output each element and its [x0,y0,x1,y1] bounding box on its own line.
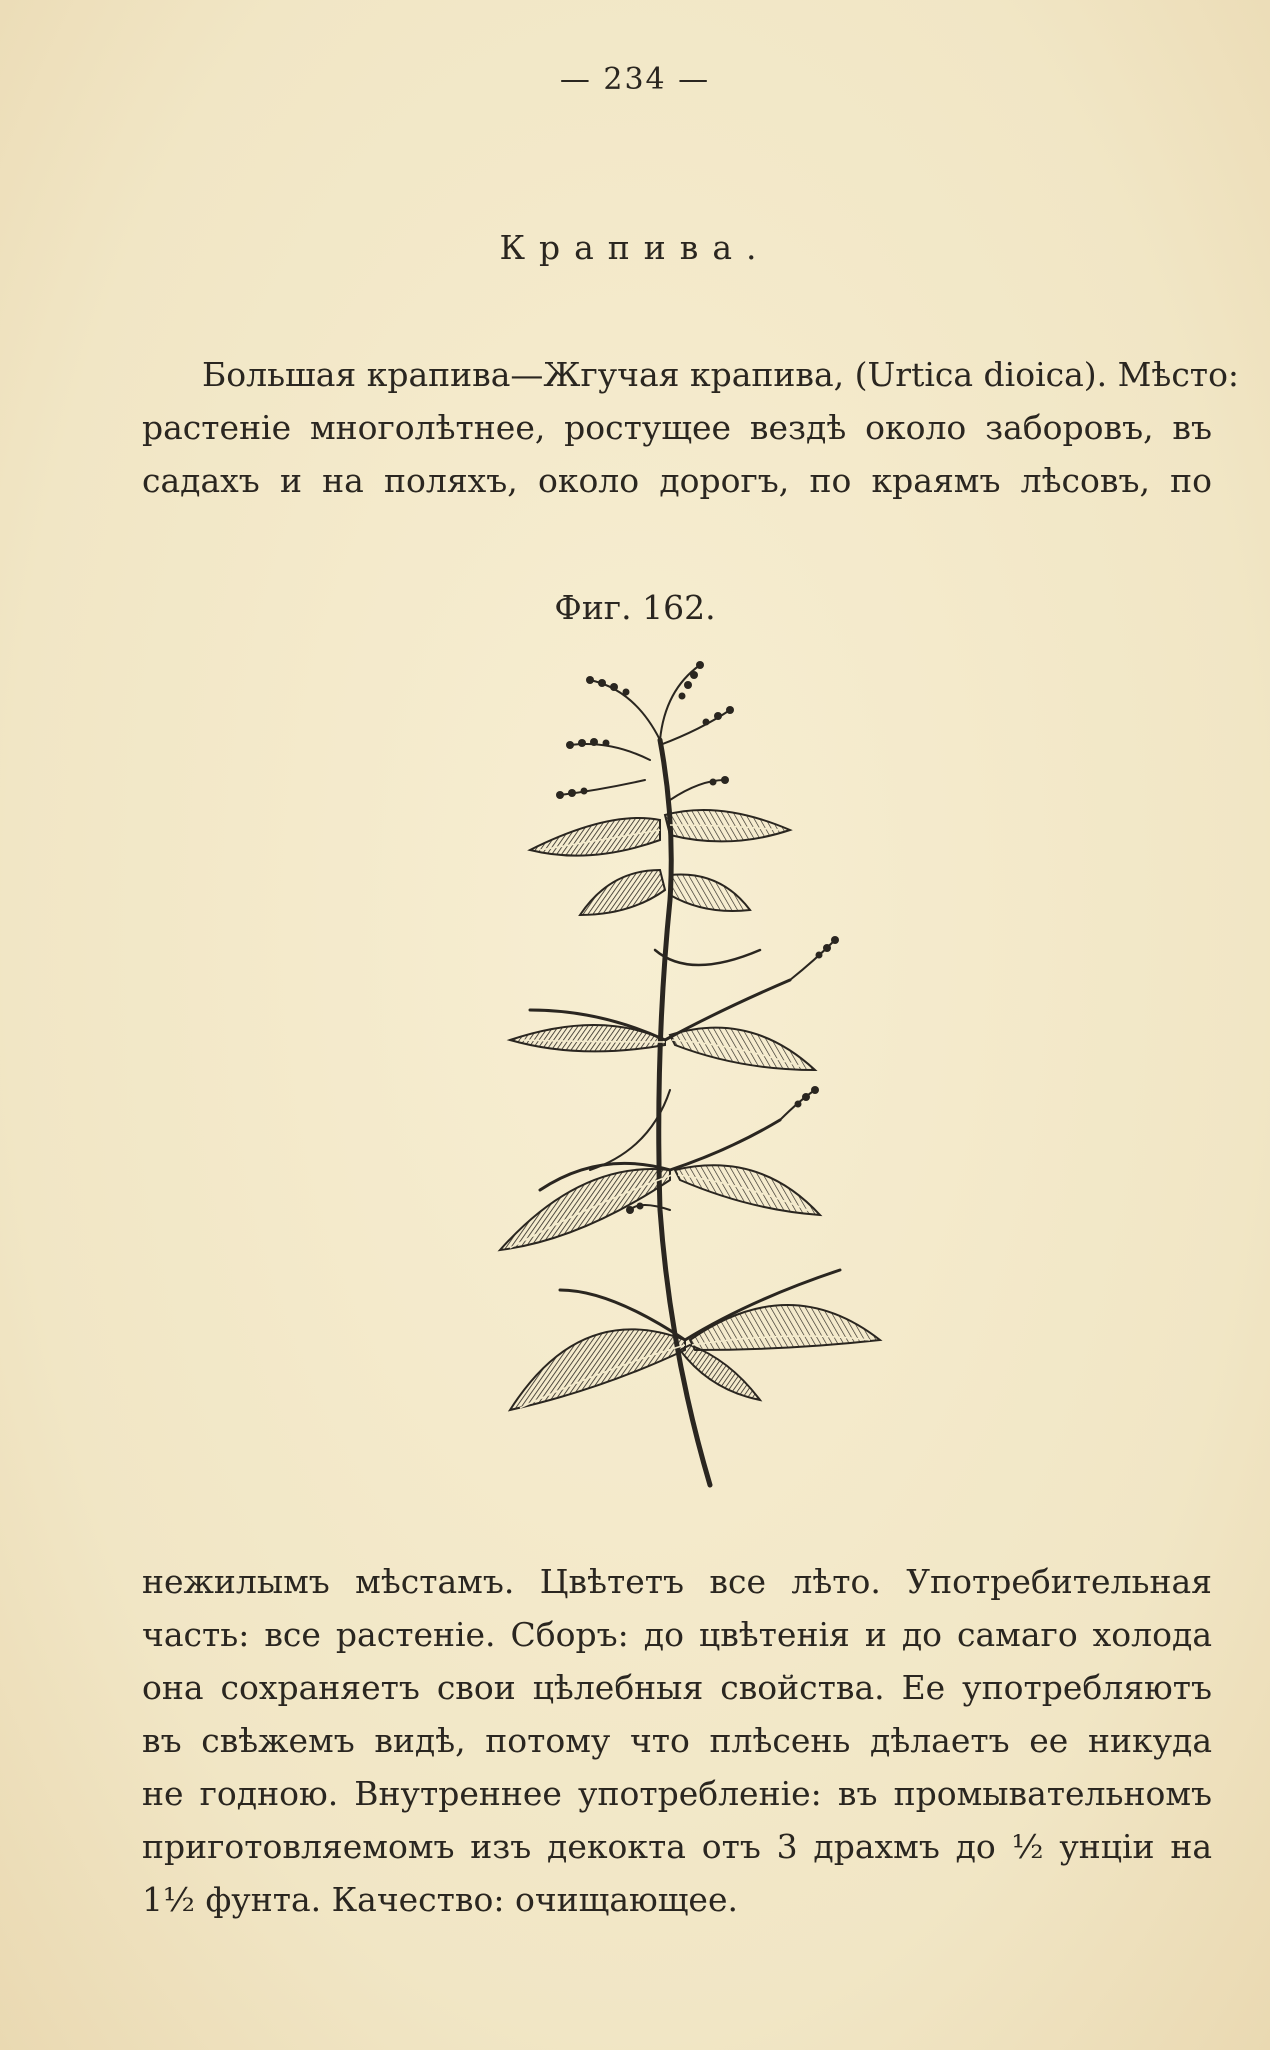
intro-line: садахъ и на поляхъ, около дорогъ, по краямъ лѣсовъ, по [142,461,1212,500]
body-line: она сохраняетъ свои цѣлебныя свойства. Ее употребляютъ [142,1668,1212,1707]
body-line: 1½ фунта. Качество: очищающее. [142,1880,738,1919]
intro-paragraph [142,348,1240,507]
nettle-plant-engraving-icon [460,650,900,1500]
body-line: приготовляемомъ изъ декокта отъ 3 драхмъ до ½ унціи на [142,1827,1212,1866]
body-line: не годною. Внутреннее употребленіе: въ промывательномъ [142,1774,1212,1813]
section-title: Крапива. [499,228,771,267]
body-line: часть: все растеніе. Сборъ: до цвѣтенія и до самаго холода [142,1615,1212,1654]
body-line: въ свѣжемъ видѣ, потому что плѣсень дѣлаетъ ее никуда [142,1721,1212,1760]
intro-line: растеніе многолѣтнее, ростущее вездѣ около заборовъ, въ [142,408,1212,447]
page-number: — 234 — [559,62,711,97]
intro-line: Большая крапива—Жгучая крапива, (Urtica dioica). Мѣсто: [202,355,1240,394]
figure-caption: Фиг. 162. [554,588,716,627]
body-line: нежилымъ мѣстамъ. Цвѣтетъ все лѣто. Употребительная [142,1562,1212,1601]
body-paragraph [142,1555,1212,1926]
